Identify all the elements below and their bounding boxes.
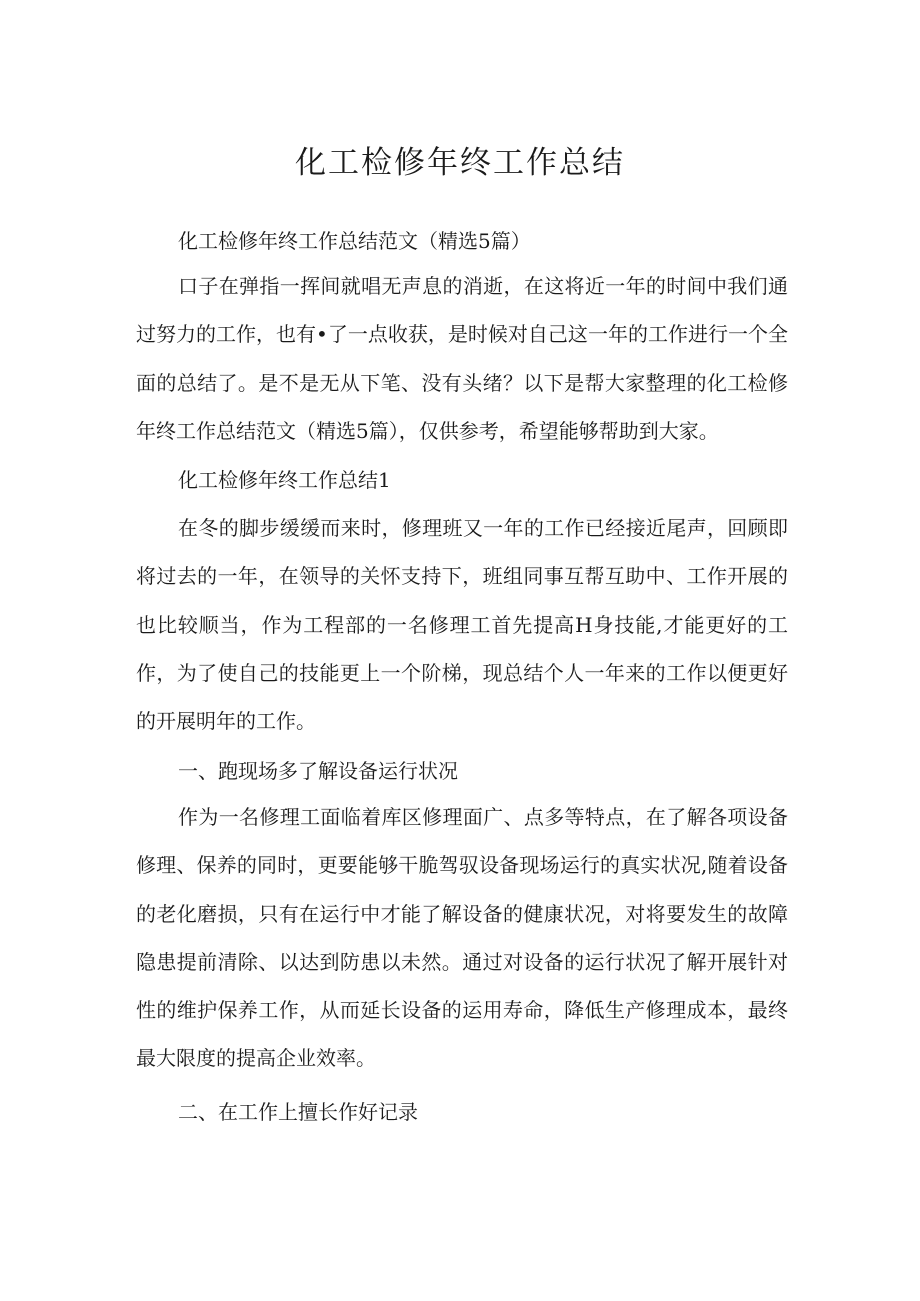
intro-paragraph: 口子在弹指一挥间就唱无声息的消逝，在这将近一年的时间中我们通过努力的工作，也有•了一点收获，是时候对自己这一年的工作进行一个全面的总结了。是不是无从下笔、没有头绪？以下是帮大家整理的化工检修年终工作总结范文（精选5篇），仅供参考，希望能够帮助到大家。: [136, 274, 788, 443]
point-1-title: 一、跑现场多了解设备运行状况: [178, 759, 458, 783]
document-subtitle: 化工检修年终工作总结范文（精选5篇）: [178, 229, 531, 253]
point-2-title: 二、在工作上擅长作好记录: [178, 1100, 418, 1124]
document-title: 化工检修年终工作总结: [295, 145, 625, 181]
section-1-title: 化工检修年终工作总结1: [178, 468, 391, 492]
section-1-paragraph: 在冬的脚步缓缓而来时，修理班又一年的工作已经接近尾声，回顾即将过去的一年，在领导的关怀支持下，班组同事互帮互助中、工作开展的也比较顺当，作为工程部的一名修理工首先提高H身技能,才能更好的工作，为了使自己的技能更上一个阶梯，现总结个人一年来的工作以便更好的开展明年的工作。: [136, 516, 788, 734]
point-1-paragraph: 作为一名修理工面临着库区修理面广、点多等特点，在了解各项设备修理、保养的同时，更要能够干脆驾驭设备现场运行的真实状况,随着设备的老化磨损，只有在运行中才能了解设备的健康状况，对将要发生的故障隐患提前清除、以达到防患以未然。通过对设备的运行状况了解开展针对性的维护保养工作，从而延长设备的运用寿命，降低生产修理成本，最终最大限度的提高企业效率。: [136, 805, 788, 1071]
